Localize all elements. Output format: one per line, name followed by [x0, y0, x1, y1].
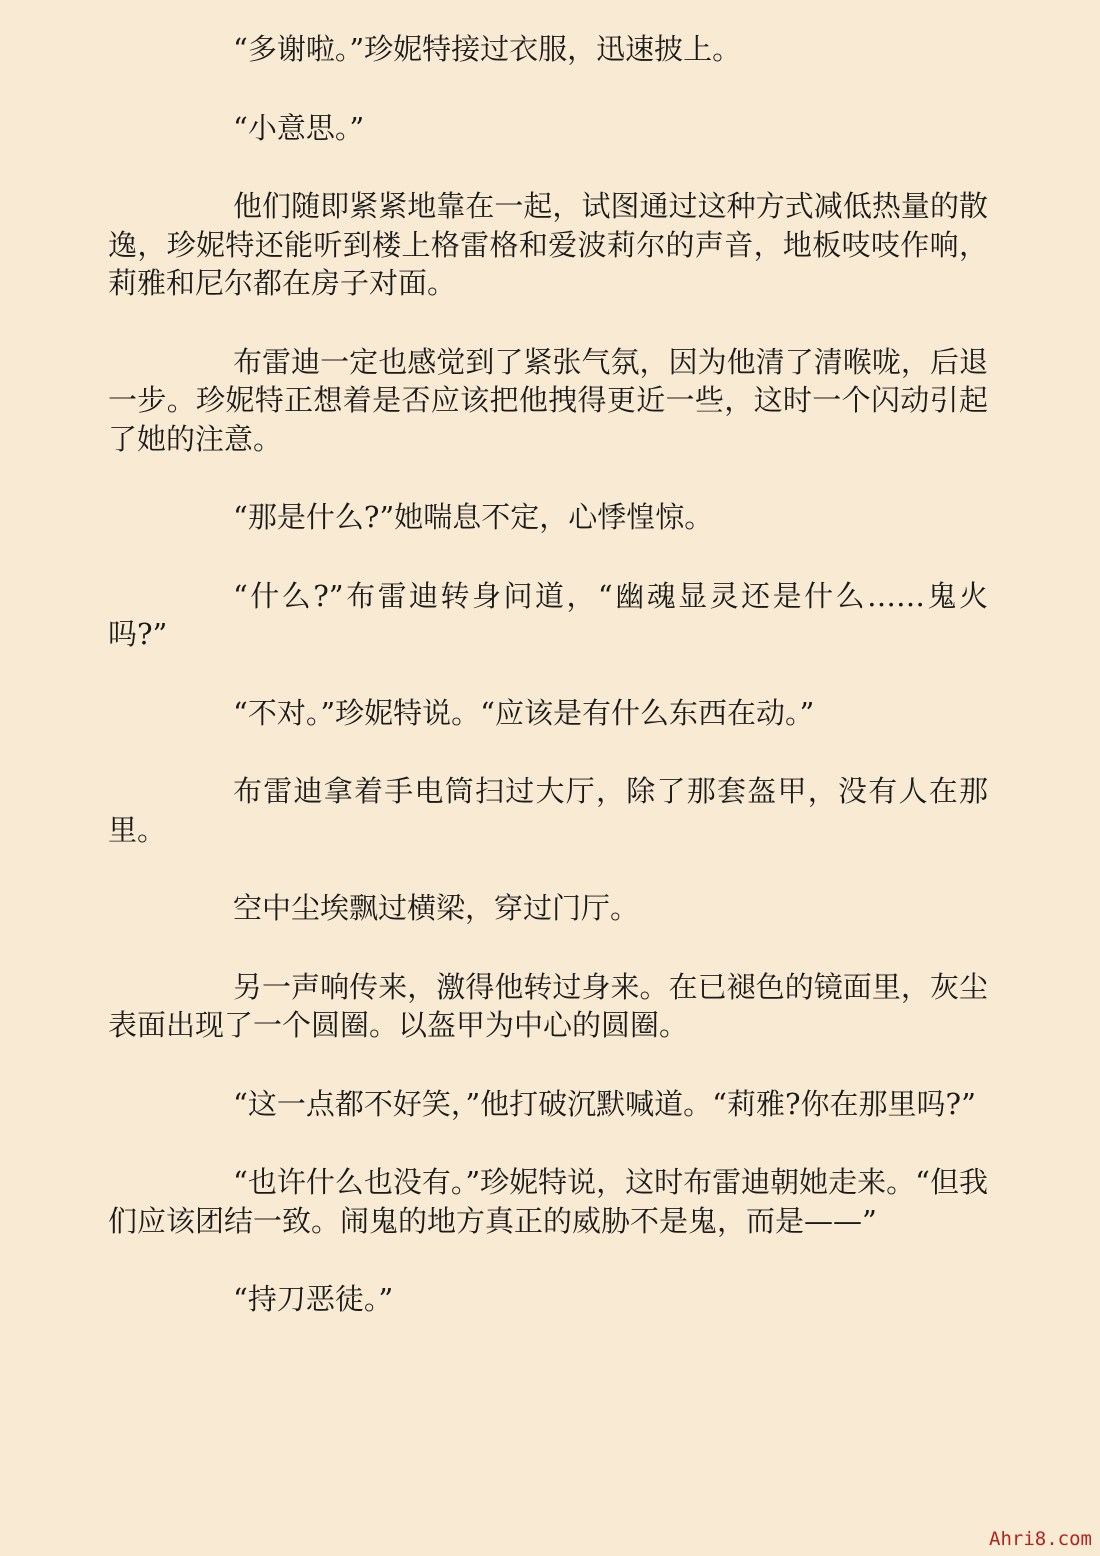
watermark: Ahri8.com — [989, 1528, 1092, 1550]
paragraph: “多谢啦。”珍妮特接过衣服，迅速披上。 — [233, 32, 742, 66]
paragraph: 布雷迪拿着手电筒扫过大厅，除了那套盔甲，没有人在那里。 — [108, 774, 988, 847]
paragraph: “那是什么?”她喘息不定，心悸惶惊。 — [233, 500, 714, 534]
paragraph: 布雷迪一定也感觉到了紧张气氛，因为他清了清喉咙，后退一步。珍妮特正想着是否应该把他拽得更近一些，这时一个闪动引起了她的注意。 — [108, 344, 988, 456]
page-body — [108, 30, 988, 1359]
paragraph: 另一声响传来，激得他转过身来。在已褪色的镜面里，灰尘表面出现了一个圆圈。以盔甲为中心的圆圈。 — [108, 969, 988, 1042]
paragraph: “也许什么也没有。”珍妮特说，这时布雷迪朝她走来。“但我们应该团结一致。闹鬼的地方真正的威胁不是鬼，而是——” — [108, 1165, 988, 1238]
paragraph: “这一点都不好笑，”他打破沉默喊道。“莉雅?你在那里吗?” — [233, 1086, 976, 1121]
paragraph: “不对。”珍妮特说。“应该是有什么东西在动。” — [233, 695, 815, 730]
paragraph: “什么?”布雷迪转身问道，“幽魂显灵还是什么……鬼火吗?” — [108, 578, 988, 651]
paragraph: 他们随即紧紧地靠在一起，试图通过这种方式减低热量的散逸，珍妮特还能听到楼上格雷格和爱波莉尔的声音，地板吱吱作响，莉雅和尼尔都在房子对面。 — [108, 189, 988, 300]
paragraph: 空中尘埃飘过横梁，穿过门厅。 — [233, 891, 640, 925]
paragraph: “持刀恶徒。” — [233, 1282, 394, 1316]
paragraph: “小意思。” — [233, 110, 365, 145]
